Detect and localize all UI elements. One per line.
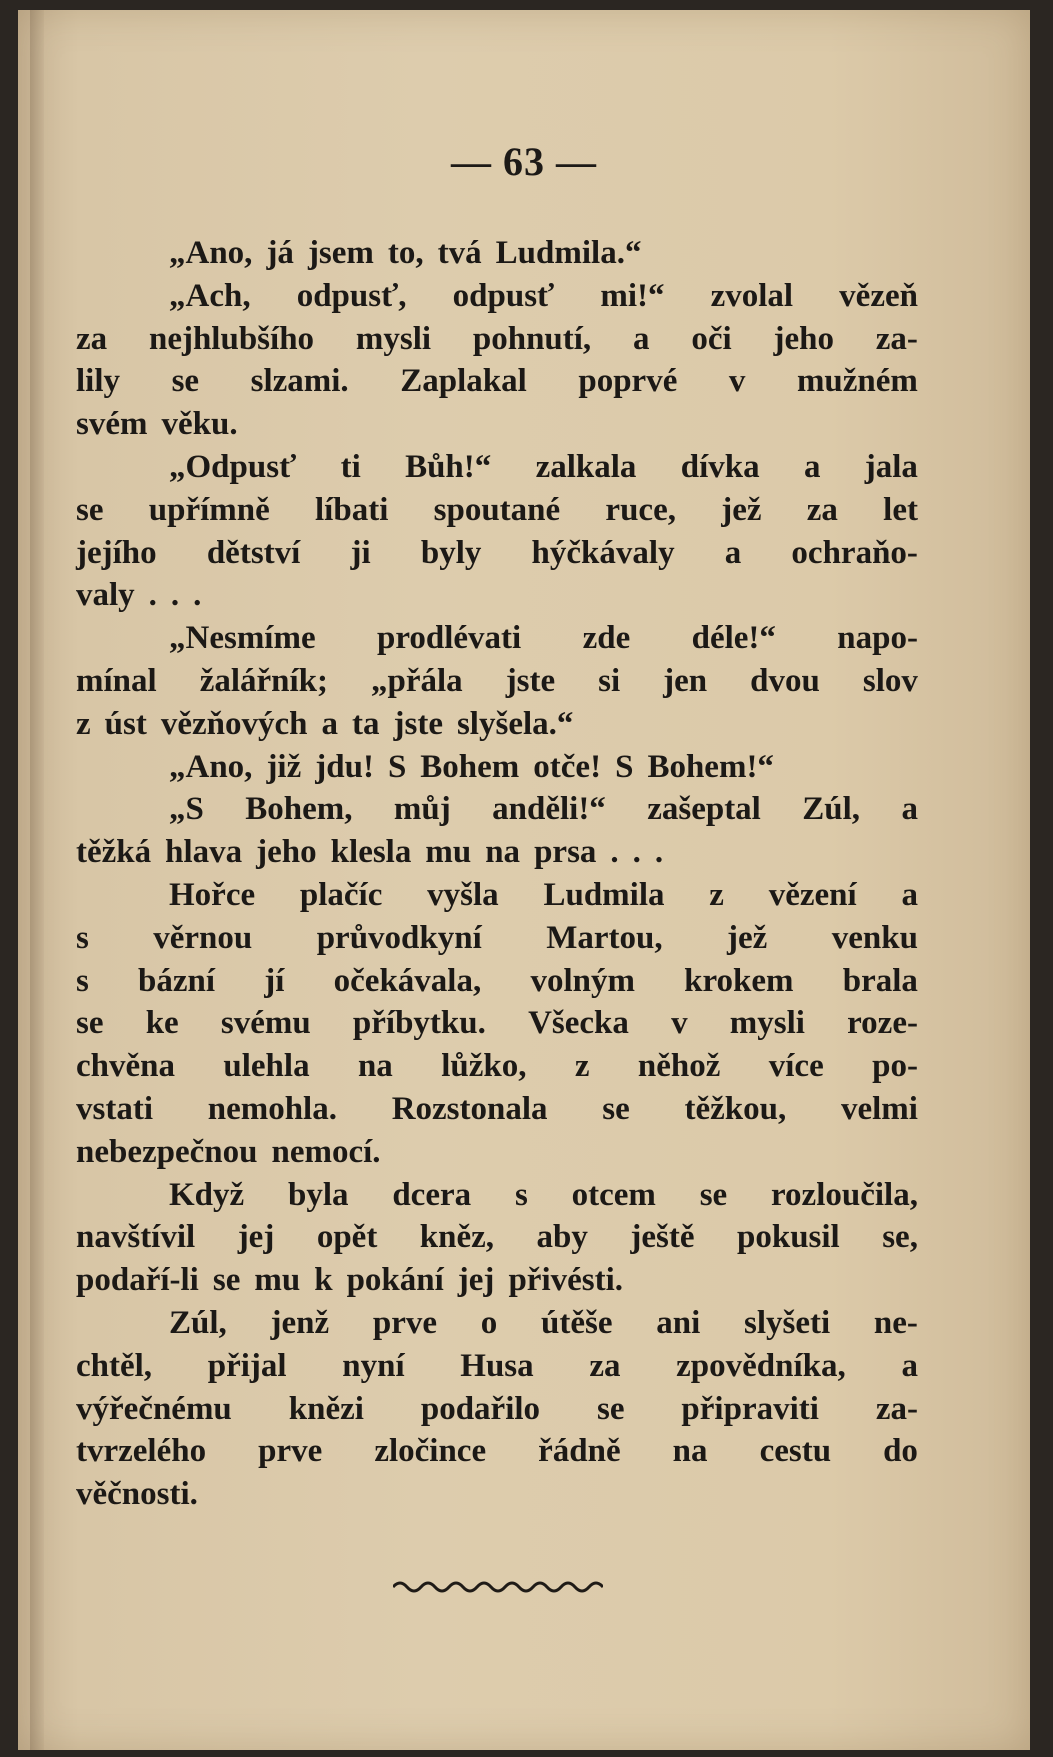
word: poprvé (578, 363, 678, 400)
word: k (314, 1262, 333, 1299)
word: v (728, 363, 746, 400)
word: odpusť (452, 277, 555, 314)
word: Rozstonala (391, 1090, 548, 1127)
word: na (357, 1048, 393, 1085)
word: tvrzelého (76, 1433, 207, 1470)
word: vězňových (160, 705, 308, 742)
word: krokem (684, 962, 794, 999)
word: zvolal (710, 277, 794, 314)
word: aby (536, 1219, 588, 1256)
word: . (632, 834, 641, 871)
word: bázní (138, 962, 216, 999)
word: očekávala, (333, 962, 482, 999)
book-page (18, 10, 1030, 1750)
word: oči (691, 320, 732, 357)
word: ji (350, 534, 371, 571)
word: dívka (680, 448, 760, 485)
word: Hořce (169, 876, 256, 913)
word: jen (663, 662, 708, 699)
word: odpusť, (296, 277, 407, 314)
text-line (76, 360, 918, 403)
word: s (76, 962, 89, 999)
word: ještě (630, 1219, 695, 1256)
word: volným (530, 962, 635, 999)
word: valy (76, 577, 135, 614)
word: prodlévati (376, 620, 522, 657)
word: a (901, 876, 918, 913)
word: se (596, 1390, 625, 1427)
word: zločince (374, 1433, 487, 1470)
word: ochraňo- (791, 534, 918, 571)
word: prve (258, 1433, 323, 1470)
word: cestu (759, 1433, 832, 1470)
word: jež (727, 919, 768, 956)
text-line (76, 1002, 918, 1045)
text-line (76, 1216, 918, 1259)
word: . (148, 577, 157, 614)
word: jala (864, 448, 918, 485)
text-line (76, 703, 918, 746)
word: útěše (541, 1304, 613, 1341)
word: ti (340, 448, 361, 485)
word: z (574, 1048, 590, 1085)
word: venku (831, 919, 918, 956)
word: líbati (315, 491, 389, 528)
word: a (724, 534, 742, 571)
text-line (76, 532, 918, 575)
word: mi!“ (600, 277, 665, 314)
word: let (883, 491, 918, 528)
word: Martou, (546, 919, 663, 956)
word: jej (237, 1219, 275, 1256)
word: podařilo (420, 1390, 541, 1427)
page-number: — 63 — (451, 139, 597, 184)
word: slzami. (250, 363, 349, 400)
text-line (76, 1302, 918, 1345)
word: dcera (392, 1176, 472, 1213)
word: pokusil (736, 1219, 840, 1256)
word: ta (352, 705, 380, 742)
word: S (615, 748, 634, 785)
word: Zúl, (169, 1304, 227, 1341)
word: jdu! (315, 748, 374, 785)
word: Zaplakal (400, 363, 527, 400)
word: se (699, 1176, 728, 1213)
text-line (76, 232, 918, 275)
text-line (76, 489, 918, 532)
word: „Odpusť (169, 448, 297, 485)
word: chvěna (76, 1048, 175, 1085)
word: S (387, 748, 407, 785)
word: s (76, 919, 89, 956)
word: prve (372, 1304, 438, 1341)
word: za- (875, 1390, 918, 1427)
word: příbytku. (352, 1005, 486, 1042)
word: ruce, (605, 491, 676, 528)
word: to, (387, 235, 424, 271)
text-line (76, 1259, 918, 1302)
word: řádně (538, 1433, 621, 1470)
word: anděli!“ (492, 791, 606, 828)
word: mysli (729, 1005, 805, 1042)
word: nebezpečnou (76, 1133, 258, 1170)
word: navštívil (76, 1219, 196, 1256)
word: zpovědníka, (676, 1347, 846, 1384)
word: o (480, 1304, 498, 1341)
word: kněz, (419, 1219, 495, 1256)
word: Všecka (528, 1005, 629, 1042)
text-line (76, 1388, 918, 1431)
word: . (654, 834, 664, 871)
word: na (485, 834, 521, 871)
word: se (76, 1005, 104, 1042)
word: dvou (750, 662, 820, 699)
word: vstati (76, 1090, 153, 1127)
word: slyšela.“ (456, 705, 574, 742)
word: otče! (533, 748, 602, 785)
word: Bohem (420, 748, 520, 785)
word: svému (220, 1005, 311, 1042)
text-line (76, 275, 918, 318)
word: jsem (307, 235, 374, 271)
word: za (76, 320, 108, 357)
word: průvodkyní (316, 919, 482, 956)
word: lily (76, 363, 121, 400)
word: jejího (76, 534, 157, 571)
word: ulehla (223, 1048, 310, 1085)
word: se, (882, 1219, 918, 1256)
word: „Ach, (169, 277, 251, 314)
word: po- (872, 1048, 918, 1085)
word: spoutané (433, 491, 561, 528)
text-line (76, 318, 918, 361)
word: na (672, 1433, 708, 1470)
word: a (321, 705, 338, 742)
word: Ludmila (543, 876, 665, 913)
word: pohnutí, (472, 320, 592, 357)
word: a (803, 448, 821, 485)
word: ani (656, 1304, 701, 1341)
word: mužném (796, 363, 918, 400)
word: jenž (270, 1304, 330, 1341)
word: byly (420, 534, 482, 571)
word: více (768, 1048, 824, 1085)
word: . (170, 577, 180, 614)
word: vězeň (839, 277, 918, 314)
word: nyní (342, 1347, 405, 1384)
text-line (76, 831, 918, 874)
end-ornament (393, 1577, 603, 1597)
word: žalářník; (199, 662, 329, 699)
body-text (76, 232, 918, 1516)
word: . (193, 577, 202, 614)
word: roze- (847, 1005, 918, 1042)
text-line (76, 617, 918, 660)
word: „S (169, 791, 204, 828)
word: Když (169, 1176, 245, 1213)
word: a (901, 1347, 918, 1384)
word: přijal (207, 1347, 287, 1384)
word: jež (721, 491, 762, 528)
word: Ludmila.“ (495, 235, 642, 271)
word: těžkou, (684, 1090, 787, 1127)
text-line (76, 1473, 918, 1516)
word: lůžko, (441, 1048, 527, 1085)
word: se (171, 363, 200, 400)
word: dětství (206, 534, 301, 571)
word: vězení (768, 876, 857, 913)
text-line (76, 1131, 918, 1174)
word: mysli (355, 320, 432, 357)
word: podaří-li (76, 1262, 199, 1299)
word: Husa (460, 1347, 534, 1384)
word: „přála (371, 662, 463, 699)
word: nejhlubšího (148, 320, 315, 357)
word: připraviti (681, 1390, 819, 1427)
word: do (883, 1433, 918, 1470)
text-line (76, 746, 918, 789)
word: otcem (571, 1176, 656, 1213)
word: „Ano, (169, 235, 253, 271)
word: úst (104, 705, 147, 742)
text-line (76, 1045, 918, 1088)
word: ke (145, 1005, 179, 1042)
text-line (76, 917, 918, 960)
text-line (76, 574, 918, 617)
word: si (598, 662, 621, 699)
word: „Ano, (169, 748, 253, 785)
word: přivésti. (508, 1262, 624, 1299)
word: napo- (837, 620, 918, 657)
word: svém (76, 406, 148, 443)
word: byla (287, 1176, 349, 1213)
word: já (266, 235, 294, 271)
word: můj (393, 791, 451, 828)
word: za- (875, 320, 918, 357)
word: jeho (773, 320, 834, 357)
word: zašeptal (647, 791, 761, 828)
word: ne- (873, 1304, 918, 1341)
text-line (76, 1345, 918, 1388)
word: hlava (165, 834, 243, 871)
word: upřímně (148, 491, 270, 528)
word: a (901, 791, 918, 828)
word: rozloučila, (771, 1176, 918, 1213)
word: opět (316, 1219, 378, 1256)
text-line (76, 1088, 918, 1131)
word: v (671, 1005, 688, 1042)
text-line (76, 403, 918, 446)
word: s (514, 1176, 528, 1213)
word: se (76, 491, 104, 528)
word: již (266, 748, 302, 785)
text-line (76, 1174, 918, 1217)
word: jí (264, 962, 285, 999)
word: velmi (840, 1090, 918, 1127)
word: jeho (256, 834, 317, 871)
word: chtěl, (76, 1347, 153, 1384)
word: těžká (76, 834, 152, 871)
word: slov (862, 662, 918, 699)
word: jej (457, 1262, 495, 1299)
word: z (76, 705, 91, 742)
text-line (76, 874, 918, 917)
word: jste (393, 705, 443, 742)
word: zalkala (535, 448, 637, 485)
word: Bůh!“ (405, 448, 492, 485)
word: . (610, 834, 619, 871)
word: vyšla (427, 876, 499, 913)
text-line (76, 960, 918, 1003)
word: tvá (437, 235, 482, 271)
word: klesla (330, 834, 412, 871)
word: knězi (288, 1390, 364, 1427)
word: prsa (534, 834, 597, 871)
word: mínal (76, 662, 157, 699)
word: brala (842, 962, 918, 999)
word: Bohem, (245, 791, 353, 828)
word: mu (425, 834, 472, 871)
text-line (76, 660, 918, 703)
word: nemocí. (271, 1133, 381, 1170)
text-line (76, 446, 918, 489)
word: z (709, 876, 724, 913)
word: Zúl, (802, 791, 861, 828)
word: déle!“ (691, 620, 776, 657)
word: se (212, 1262, 241, 1299)
word: mu (254, 1262, 301, 1299)
page-spine-shadow (30, 10, 44, 1750)
word: věku. (161, 406, 238, 443)
text-line (76, 788, 918, 831)
word: plačíc (299, 876, 383, 913)
word: a (633, 320, 650, 357)
word: za (806, 491, 838, 528)
word: zde (582, 620, 631, 657)
text-line (76, 1430, 918, 1473)
word: věrnou (153, 919, 253, 956)
word: něhož (637, 1048, 721, 1085)
word: jste (505, 662, 556, 699)
word: Bohem!“ (647, 748, 774, 785)
word: výřečnému (76, 1390, 232, 1427)
word: „Nesmíme (169, 620, 316, 657)
word: se (602, 1090, 630, 1127)
word: nemohla. (207, 1090, 337, 1127)
word: za (589, 1347, 621, 1384)
word: hýčkávaly (531, 534, 675, 571)
word: slyšeti (744, 1304, 831, 1341)
word: věčnosti. (76, 1476, 198, 1513)
word: pokání (346, 1262, 444, 1299)
